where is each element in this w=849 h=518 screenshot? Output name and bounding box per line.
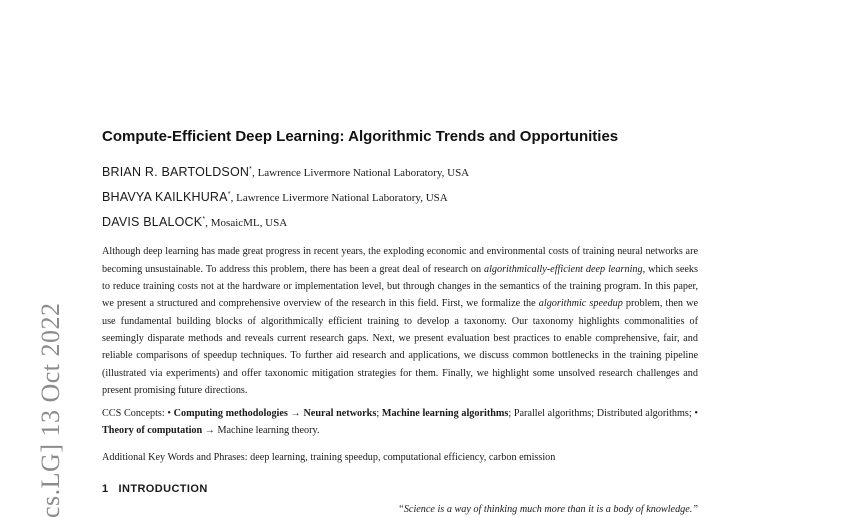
ccs-concepts: CCS Concepts: • Computing methodologies → Neural networks; Machine learning algorithms; Parallel algorithms; Distributed algorithms; • Theory of computation → Machine learning theory. xyxy=(102,408,698,437)
author-3 xyxy=(102,209,698,234)
paper-title: Compute-Efficient Deep Learning: Algorithmic Trends and Opportunities xyxy=(102,128,619,145)
paper-content xyxy=(102,128,698,515)
additional-keywords: Additional Key Words and Phrases: deep learning, training speedup, computational efficiency, carbon emission xyxy=(102,451,556,463)
author-1 xyxy=(102,159,698,184)
author-name: BRIAN R. BARTOLDSON* xyxy=(102,165,253,180)
author-affiliation: , Lawrence Livermore National Laboratory, USA xyxy=(252,167,470,180)
author-affiliation: , MosaicML, USA xyxy=(205,217,288,230)
abstract: Although deep learning has made great progress in recent years, the exploding economic and environmental costs of training neural networks are becoming unsustainable. To address this problem, there has been a great deal of research on algorithmically-efficient deep learning, which seeks to reduce training costs not at the hardware or implementation level, but through changes in the semantics of the training program. In this paper, we present a structured and comprehensive overview of the research in this field. First, we formalize the algorithmic speedup problem, then we use fundamental building blocks of algorithmically efficient training to develop a taxonomy. Our taxonomy highlights commonalities of seemingly disparate methods and reveals current research gaps. Next, we present evaluation best practices to enable comprehensive, fair, and reliable comparisons of speedup techniques. To further aid research and applications, we discuss common bottlenecks in the training pipeline (illustrated via experiments) and offer taxonomic mitigation strategies for them. Finally, we highlight some unsolved research challenges and present promising future directions. xyxy=(102,246,698,396)
arxiv-side-stamp: cs.LG] 13 Oct 2022 xyxy=(36,302,65,518)
epigraph-quote: “Science is a way of thinking much more than it is a body of knowledge.” xyxy=(398,504,698,516)
author-name: DAVIS BLALOCK* xyxy=(102,215,206,230)
author-name: BHAVYA KAILKHURA* xyxy=(102,190,231,205)
author-2 xyxy=(102,184,698,209)
author-affiliation: , Lawrence Livermore National Laboratory, USA xyxy=(230,192,448,205)
section-heading-introduction: 1 INTRODUCTION xyxy=(102,483,208,496)
author-list xyxy=(102,159,698,234)
